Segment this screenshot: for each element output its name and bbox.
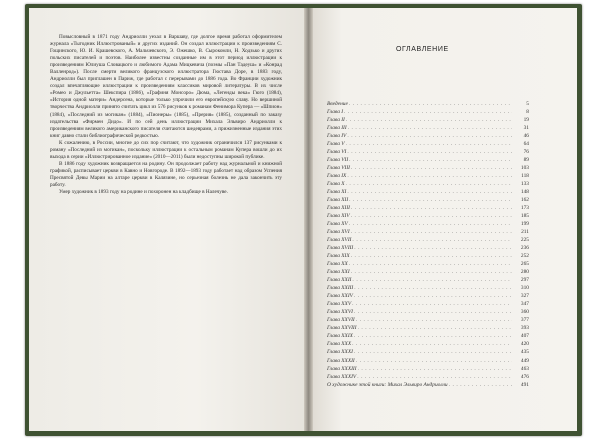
bio-paragraph: К сожалению, в России, многие до сих пор считают, что художник ограничился 137 рисунками к роману «Последний из могикан», поскольку иллюстрации к остальным романам Купера вошли до их выхода в серии «Иллюстрированное издание» (2010—2011) были недоступны широкой публике. bbox=[50, 139, 282, 160]
toc-dot-leader bbox=[344, 108, 512, 116]
toc-entry bbox=[327, 156, 529, 164]
toc-entry-page: 449 bbox=[520, 357, 529, 364]
toc-entry-page: 185 bbox=[520, 213, 529, 220]
toc-dot-leader bbox=[349, 260, 512, 268]
toc-dot-leader bbox=[352, 276, 512, 284]
toc-dot-leader bbox=[351, 212, 512, 220]
toc-entry bbox=[327, 324, 529, 332]
toc-entry-label: Глава XVII bbox=[327, 237, 352, 244]
toc-entry-label: Глава X bbox=[327, 181, 345, 188]
toc-entry-page: 236 bbox=[520, 245, 529, 252]
toc-entry bbox=[327, 357, 529, 365]
toc-dot-leader bbox=[351, 204, 512, 212]
toc-dot-leader bbox=[354, 284, 512, 292]
toc-entry bbox=[327, 252, 529, 260]
toc-entry bbox=[327, 292, 529, 300]
toc-dot-leader bbox=[352, 300, 512, 308]
toc-entry bbox=[327, 276, 529, 284]
toc-dot-leader bbox=[358, 365, 512, 373]
toc-entry-page: 420 bbox=[520, 341, 529, 348]
toc-entry-page: 19 bbox=[523, 117, 529, 124]
toc-entry bbox=[327, 316, 529, 324]
toc-dot-leader bbox=[347, 132, 512, 140]
toc-entry bbox=[327, 164, 529, 172]
bio-paragraph: В 1886 году художник возвращается на родину. Он продолжает работу над журнальной и книжной графикой, расписывает церкви в Кавно и Новгороде. В 1892—1893 году работает над образом Успения Пресвятой Девы Марии на алтаре церкви в Калязине, но серьезная болезнь не дала закончить эту работу. bbox=[50, 160, 282, 188]
toc-entry-label: Глава XII bbox=[327, 197, 349, 204]
toc-dot-leader bbox=[449, 381, 512, 389]
toc-dot-leader bbox=[357, 373, 512, 381]
toc-dot-leader bbox=[349, 156, 512, 164]
toc-entry bbox=[327, 204, 529, 212]
toc-entry bbox=[327, 348, 529, 356]
toc-entry-page: 280 bbox=[520, 269, 529, 276]
cover-edge bbox=[577, 8, 582, 431]
toc-dot-leader bbox=[351, 164, 512, 172]
toc-entry-label: Глава XXXI bbox=[327, 349, 353, 356]
toc-entry-label: Глава XXV bbox=[327, 301, 352, 308]
toc-entry-label: Глава XXIX bbox=[327, 333, 353, 340]
toc-entry bbox=[327, 284, 529, 292]
toc-entry-page: 103 bbox=[520, 165, 529, 172]
toc-entry-page: 118 bbox=[521, 173, 529, 180]
toc-entry-page: 407 bbox=[520, 333, 529, 340]
toc-entry-label: Глава XXVI bbox=[327, 309, 353, 316]
toc-entry-page: 148 bbox=[520, 189, 529, 196]
toc-dot-leader bbox=[347, 172, 512, 180]
toc-entry-page: 31 bbox=[523, 125, 529, 132]
toc-entry-page: 211 bbox=[521, 229, 529, 236]
toc-entry-label: Глава IV bbox=[327, 133, 347, 140]
toc-entry bbox=[327, 332, 529, 340]
toc-entry-page: 435 bbox=[520, 349, 529, 356]
toc-entry-label: Глава VII bbox=[327, 157, 349, 164]
toc-entry-label: Глава XXII bbox=[327, 277, 352, 284]
toc-dot-leader bbox=[351, 252, 512, 260]
toc-entry bbox=[327, 140, 529, 148]
toc-entry-label: Глава I bbox=[327, 109, 344, 116]
toc-entry bbox=[327, 381, 529, 389]
toc-entry-page: 8 bbox=[526, 109, 529, 116]
toc-dot-leader bbox=[349, 196, 512, 204]
toc-entry bbox=[327, 212, 529, 220]
toc-entry bbox=[327, 236, 529, 244]
toc-dot-leader bbox=[346, 116, 512, 124]
toc-dot-leader bbox=[347, 148, 512, 156]
toc-dot-leader bbox=[356, 316, 512, 324]
toc-entry bbox=[327, 116, 529, 124]
toc-entry-page: 89 bbox=[523, 157, 529, 164]
toc-entry-page: 297 bbox=[520, 277, 529, 284]
toc-entry bbox=[327, 188, 529, 196]
toc-entry bbox=[327, 132, 529, 140]
toc-dot-leader bbox=[356, 357, 512, 365]
toc-entry bbox=[327, 365, 529, 373]
toc-entry-page: 64 bbox=[523, 141, 529, 148]
toc-entry-page: 377 bbox=[520, 317, 529, 324]
toc-dot-leader bbox=[348, 124, 512, 132]
toc-entry-label: Глава V bbox=[327, 141, 345, 148]
toc-entry-page: 393 bbox=[520, 325, 529, 332]
toc-entry-page: 162 bbox=[520, 197, 529, 204]
toc-entry-label: Глава XXXIV bbox=[327, 373, 357, 380]
table-of-contents bbox=[327, 100, 529, 389]
toc-dot-leader bbox=[351, 228, 512, 236]
toc-dot-leader bbox=[354, 308, 512, 316]
toc-entry bbox=[327, 180, 529, 188]
toc-entry-label: Глава XX bbox=[327, 261, 348, 268]
toc-entry-label: Глава XIV bbox=[327, 213, 350, 220]
toc-entry-page: 360 bbox=[520, 309, 529, 316]
toc-entry-label: О художнике этой книги: Михал Эльвиро Андриолли bbox=[327, 381, 448, 388]
toc-dot-leader bbox=[354, 332, 512, 340]
toc-entry-page: 327 bbox=[520, 293, 529, 300]
toc-entry bbox=[327, 100, 529, 108]
toc-entry-page: 347 bbox=[520, 301, 529, 308]
toc-dot-leader bbox=[354, 244, 512, 252]
toc-entry bbox=[327, 148, 529, 156]
toc-entry-label: Глава VI bbox=[327, 149, 347, 156]
toc-entry-label: Глава VIII bbox=[327, 165, 350, 172]
toc-entry bbox=[327, 308, 529, 316]
toc-entry bbox=[327, 220, 529, 228]
toc-entry bbox=[327, 172, 529, 180]
toc-entry-label: Глава XXX bbox=[327, 341, 352, 348]
toc-entry-label: Глава XI bbox=[327, 189, 347, 196]
toc-dot-leader bbox=[352, 340, 512, 348]
toc-entry-page: 476 bbox=[520, 373, 529, 380]
toc-entry bbox=[327, 300, 529, 308]
toc-entry-label: Глава XXXIII bbox=[327, 365, 357, 372]
toc-entry-label: Глава XIX bbox=[327, 253, 350, 260]
toc-entry bbox=[327, 340, 529, 348]
book-spine-gutter bbox=[304, 8, 313, 431]
toc-entry-page: 46 bbox=[523, 133, 529, 140]
toc-dot-leader bbox=[351, 268, 512, 276]
toc-entry bbox=[327, 260, 529, 268]
toc-entry-page: 310 bbox=[520, 285, 529, 292]
bio-paragraph: Повысловный в 1871 году Андриолли уехал в Варшаву, где долгое время работал оформителем журнала «Тыгодник Иллюстрованый» и других изданий. Он создал иллюстрации к произведениям С. Гощинского, Ю. И. Крашевского, А. Мальчевского, Э. Ожешко, В. Сырокомли, Н. Ходзько и других польских писателей и поэтов. Наиболее известны созданные им в этот период иллюстрации к произведениям Юлиуша Словацкого и любимого Адама Мицкевича (поэмы «Пан Тадеуш» и «Конрад Валленрод»). После смерти великого французского иллюстратора Гюстава Доре, в 1883 году, Андриолли был приглашен в Париж, где работал с перерывами до 1886 года. Во Франции художник создал впечатляющие иллюстрации к произведениям классиков мировой литературы. В их числе «Ромео и Джульетта» Шекспира (1886), «Графиня Монсоро» Дюма, «Легенды века» Гюго (1884), «История одной матери» Андерсена, которые только упрочили его европейскую славу. Но вершиной творчества Андриолли принято считать цикл из 576 рисунков к романам Фенимора Купера — «Шпион» (1884), «Последний из могикан» (1884), «Пионеры» (1885), «Прерия» (1885), созданный по заказу издательства «Фирмен Дидо». И по сей день иллюстрации Михала Эльвиро Андриолли к произведениям великого американского писателя считаются шедеврами, а прижизненные издания этих книг давно стали библиографической редкостью. bbox=[50, 34, 282, 139]
toc-entry-page: 491 bbox=[520, 381, 529, 388]
toc-entry-page: 76 bbox=[523, 149, 529, 156]
toc-entry-page: 133 bbox=[520, 181, 529, 188]
toc-entry bbox=[327, 244, 529, 252]
toc-title: ОГЛАВЛЕНИЕ bbox=[396, 46, 449, 53]
toc-entry-page: 225 bbox=[520, 237, 529, 244]
toc-entry-label: Глава IX bbox=[327, 173, 347, 180]
toc-entry-label: Глава XXVII bbox=[327, 317, 355, 324]
toc-entry-page: 265 bbox=[520, 261, 529, 268]
toc-dot-leader bbox=[346, 140, 512, 148]
toc-entry bbox=[327, 373, 529, 381]
toc-entry-label: Глава III bbox=[327, 125, 347, 132]
toc-dot-leader bbox=[358, 324, 512, 332]
toc-entry-label: Глава II bbox=[327, 117, 345, 124]
toc-entry-page: 463 bbox=[520, 365, 529, 372]
toc-entry-label: Глава XXIV bbox=[327, 293, 353, 300]
toc-entry-page: 173 bbox=[520, 205, 529, 212]
toc-entry bbox=[327, 228, 529, 236]
toc-entry-page: 252 bbox=[520, 253, 529, 260]
toc-dot-leader bbox=[354, 348, 512, 356]
toc-entry-label: Глава XXVIII bbox=[327, 325, 357, 332]
toc-dot-leader bbox=[352, 236, 512, 244]
toc-entry-label: Глава XIII bbox=[327, 205, 350, 212]
toc-dot-leader bbox=[349, 100, 512, 108]
biography-text bbox=[50, 34, 282, 196]
toc-entry-page: 5 bbox=[526, 101, 529, 107]
toc-entry-label: Глава XXIII bbox=[327, 285, 354, 292]
toc-entry-label: Глава XVIII bbox=[327, 245, 354, 252]
toc-dot-leader bbox=[349, 220, 512, 228]
bio-paragraph: Умер художник в 1893 году на родине и похоронен на кладбище в Налечуве. bbox=[59, 189, 228, 196]
toc-dot-leader bbox=[354, 292, 512, 300]
toc-entry bbox=[327, 196, 529, 204]
toc-entry-label: Глава XV bbox=[327, 221, 348, 228]
toc-entry-label: Глава XVI bbox=[327, 229, 350, 236]
toc-entry-label: Глава XXXII bbox=[327, 357, 355, 364]
toc-entry-page: 199 bbox=[520, 221, 529, 228]
toc-entry bbox=[327, 124, 529, 132]
toc-entry bbox=[327, 108, 529, 116]
toc-entry-label: Введение bbox=[327, 101, 348, 107]
toc-dot-leader bbox=[346, 180, 512, 188]
toc-entry bbox=[327, 268, 529, 276]
toc-dot-leader bbox=[347, 188, 512, 196]
toc-entry-label: Глава XXI bbox=[327, 269, 350, 276]
